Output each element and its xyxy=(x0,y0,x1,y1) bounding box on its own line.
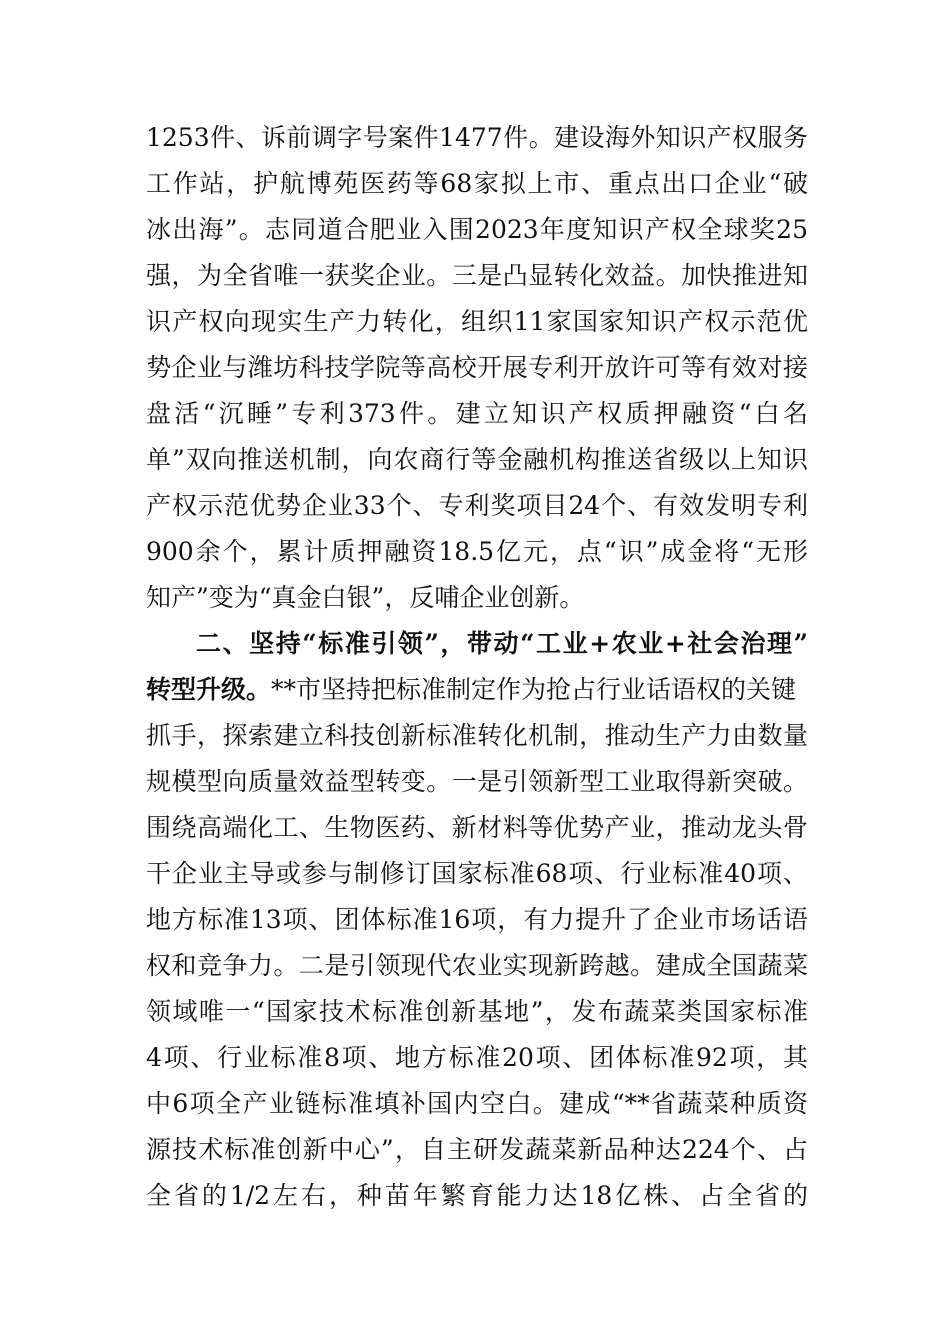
body-text-line: 识产权向现实生产力转化，组织11家国家知识产权示范优 xyxy=(146,307,808,336)
body-text-line: 源技术标准创新中心”，自主研发蔬菜新品种达224个、占 xyxy=(146,1135,808,1164)
body-text-line: 领域唯一“国家技术标准创新基地”，发布蔬菜类国家标准 xyxy=(146,997,808,1026)
body-text-line: 地方标准13项、团体标准16项，有力提升了企业市场话语 xyxy=(146,905,808,934)
body-text-line: 围绕高端化工、生物医药、新材料等优势产业，推动龙头骨 xyxy=(146,813,808,842)
body-text-line: 产权示范优势企业33个、专利奖项目24个、有效发明专利 xyxy=(146,491,808,520)
body-text-line: 冰出海”。志同道合肥业入围2023年度知识产权全球奖25 xyxy=(146,215,808,244)
body-text-line: 干企业主导或参与制修订国家标准68项、行业标准40项、 xyxy=(146,859,808,888)
body-text-line: 全省的1/2左右，种苗年繁育能力达18亿株、占全省的 xyxy=(146,1181,808,1210)
body-text-line: 4项、行业标准8项、地方标准20项、团体标准92项，其 xyxy=(146,1043,808,1072)
body-text-line: 工作站，护航博苑医药等68家拟上市、重点出口企业“破 xyxy=(146,169,808,198)
body-text-line: 中6项全产业链标准填补国内空白。建成“**省蔬菜种质资 xyxy=(146,1089,808,1118)
body-text-line: 权和竞争力。二是引领现代农业实现新跨越。建成全国蔬菜 xyxy=(146,951,808,980)
body-text-line: 单”双向推送机制，向农商行等金融机构推送省级以上知识 xyxy=(146,445,808,474)
body-text-line: 强，为全省唯一获奖企业。三是凸显转化效益。加快推进知 xyxy=(146,261,808,290)
body-text-line: 抓手，探索建立科技创新标准转化机制，推动生产力由数量 xyxy=(146,721,808,750)
section-heading: 二、坚持“标准引领”，带动“工业+农业+社会治理” xyxy=(196,629,808,658)
body-text-line: 1253件、诉前调字号案件1477件。建设海外知识产权服务 xyxy=(146,123,808,152)
body-text-line: 规模型向质量效益型转变。一是引领新型工业取得新突破。 xyxy=(146,767,808,796)
section-heading-tail: 转型升级。 xyxy=(146,675,272,704)
body-text-line: 势企业与潍坊科技学院等高校开展专利开放许可等有效对接 xyxy=(146,353,808,382)
body-text-run: **市坚持把标准制定作为抢占行业话语权的关键 xyxy=(271,675,797,704)
body-text-line: 900余个，累计质押融资18.5亿元，点“识”成金将“无形 xyxy=(146,537,808,566)
body-text-line: 盘活“沉睡”专利373件。建立知识产权质押融资“白名 xyxy=(146,399,808,428)
body-text-line: 知产”变为“真金白银”，反哺企业创新。 xyxy=(146,583,585,612)
section-heading-continuation xyxy=(146,667,808,713)
